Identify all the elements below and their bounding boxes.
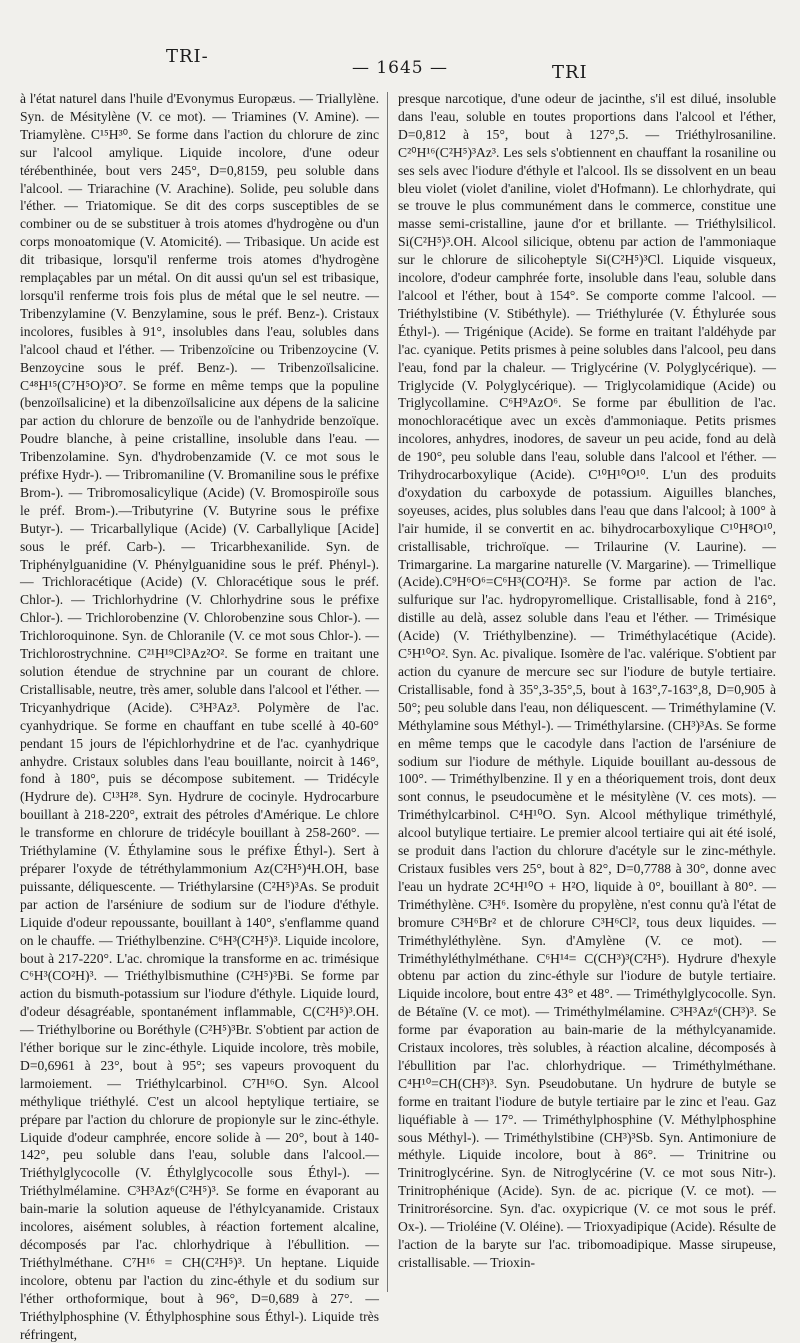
page-number: — 1645 — <box>351 58 449 78</box>
running-head-right: TRI <box>552 62 588 83</box>
running-head-left: TRI- <box>166 46 209 67</box>
column-divider <box>387 92 388 1292</box>
right-column-text: presque narcotique, d'une odeur de jacinthe, s'il est dilué, insoluble dans l'eau, soluble en toutes proportions dans l'alcool et l'éther, D=0,812 à 15°, bout à 127°,5. — Triéthylrosaniline. C²⁰H¹⁶(C²H⁵)³Az³. Les sels s'obtiennent en chauffant la rosaniline ou ses sels avec l'iodure d'éthyle et l'alcool. Ils se dissolvent en un beau bleu violet (violet d'aniline, violet d'Hofmann). Le chlorhydrate, qui se trouve le plus communément dans le commerce, constitue une masse semi-cristalline, jaune d'or et brillante. — Triéthylsilicol. Si(C²H⁵)³.OH. Alcool silicique, obtenu par action de l'ammoniaque sur le chlorure de silicoheptyle Si(C²H⁵)³Cl. Liquide visqueux, incolore, d'odeur camphrée forte, insoluble dans l'eau, soluble dans l'alcool et l'éther, bout à 154°. Se comporte comme l'alcool. — Triéthylstibine (V. Stibéthyle). — Triéthylurée (V. Éthylurée sous Éthyl-). — Trigénique (Acide). Se forme en traitant l'aldéhyde par l'ac. cyanique. Petits prismes à peine solubles dans l'alcool, peu dans l'eau, fond par la chaleur. — Triglycérine (V. Polyglycérique). — Triglycide (V. Polyglycérique). — Triglycolamidique (Acide) ou Triglycollamine. C⁶H⁹AzO⁶. Se forme par ébullition de l'ac. monochloracétique avec un excès d'ammoniaque. Petits prismes incolores, anhydres, inodores, de saveur un peu acide, fond au delà de 190°, peu soluble dans l'eau, soluble dans l'alcool et l'éther. — Trihydrocarboxylique (Acide). C¹⁰H¹⁰O¹⁰. L'un des produits d'oxydation du carboxyde de potassium. Aiguilles blanches, soyeuses, acides, plus solubles dans l'eau que dans l'alcool; à 100° à l'air humide, il se convertit en ac. bihydrocarboxylique C¹⁰H⁸O¹⁰, cristallisable, trichroïque. — Trilaurine (V. Laurine). — Trimargarine. La margarine naturelle (V. Margarine). — Trimellique (Acide).C⁹H⁶O⁶=C⁶H³(CO²H)³. Se forme par action de l'ac. sulfurique sur l'ac. hydropyromellique. Cristallisable, fond à 216°, distille au delà, assez soluble dans l'eau et l'éther. — Trimésique (Acide) (V. Triéthylbenzine). — Triméthylacétique (Acide). C⁵H¹⁰O². Syn. Ac. pivalique. Isomère de l'ac. valérique. S'obtient par action du cyanure de mercure sec sur l'iodure de butyle tertiaire. Cristallisable, fond à 35°,3-35°,5, bout à 163°,7-163°,8, D=0,905 à 50°; peu soluble dans l'eau, non déliquescent. — Triméthylamine (V. Méthylamine sous Méthyl-). — Triméthylarsine. (CH³)³As. Se forme en même temps que le cacodyle dans l'action de l'arséniure de sodium sur l'iodure de méthyle. Liquide bouillant au-dessous de 100°. — Triméthylbenzine. Il y en a théoriquement trois, dont deux sont connus, le pseudocumène et le mésitylène (V. ces mots). — Triméthylcarbinol. C⁴H¹⁰O. Syn. Alcool méthylique triméthylé, alcool butylique tertiaire. Le premier alcool tertiaire qui ait été isolé, se produit dans l'action du chlorure d'acétyle sur le zinc-méthyle. Cristaux fusibles vers 25°, bout à 82°, D=0,7788 à 30°, donne avec l'eau un hydrate 2C⁴H¹⁰O + H²O, liquide à 0°, bouillant à 80°. — Triméthylène. C³H⁶. Isomère du propylène, n'est connu qu'à l'état de bromure C³H⁶Br² et de chlorure C³H⁶Cl², tous deux liquides. — Triméthyléthylène. Syn. d'Amylène (V. ce mot). — Triméthyléthylméthane. C⁶H¹⁴= C(CH³)³(C²H⁵). Hydrure d'hexyle obtenu par action du zinc-éthyle sur l'iodure de butyle tertiaire. Liquide incolore, bout entre 43° et 48°. — Triméthylglycocolle. Syn. de Bétaïne (V. ce mot). — Triméthylmélamine. C³H³Az⁶(CH³)³. Se forme par évaporation au bain-marie de la méthylcyanamide. Cristaux incolores, très solubles, à réaction alcaline, décomposés à l'ébullition par l'ac. chlorhydrique. — Triméthylméthane. C⁴H¹⁰=CH(CH³)³. Syn. Pseudobutane. Un hydrure de butyle se forme en traitant l'iodure de butyle tertiaire par le zinc et l'eau. Gaz liquéfiable à — 17°. — Triméthylphosphine (V. Méthylphosphine sous Méthyl-). — Triméthylstibine (CH³)³Sb. Syn. Antimoniure de méthyle. Liquide incolore, bout à 86°. — Trinitrine ou Trinitroglycérine. Syn. de Nitroglycérine (V. ce mot sous Nitr-). Trinitrophénique (Acide). Syn. de ac. picrique (V. ce mot). — Trinitrorésorcine. Syn. d'ac. oxypicrique (V. ce mot sous le préf. Ox-). — Trioléine (V. Oléine). — Trioxyadipique (Acide). Résulte de l'action de la baryte sur l'ac. tribomoadipique. Masse sirupeuse, cristallisable. — Trioxin- <box>398 91 776 1270</box>
left-column-text: à l'état naturel dans l'huile d'Evonymus Europæus. — Triallylène. Syn. de Mésitylène (V. ce mot). — Triamines (V. Amine). — Triamylène. C¹⁵H³⁰. Se forme dans l'action du chlorure de zinc sur l'alcool amylique. Liquide incolore, d'une odeur térébenthinée, bout vers 245°, D=0,8159, peu soluble dans l'alcool. — Triarachine (V. Arachine). Solide, peu soluble dans l'éther. — Triatomique. Se dit des corps susceptibles de se combiner ou de se substituer à trois atomes d'hydrogène ou d'un corps monoatomique (V. Atomicité). — Tribasique. Un acide est dit tribasique, lorsqu'il renferme trois atomes d'hydrogène remplaçables par un métal. On dit aussi qu'un sel est tribasique, lorsqu'il renferme trois fois plus de métal que le sel neutre. — Tribenzylamine (V. Benzylamine, sous le préf. Benz-). Cristaux incolores, fusibles à 91°, insolubles dans l'eau, solubles dans l'alcool chaud et l'éther. — Tribenzoïcine ou Tribenzoycine (V. Benzoycine sous le préf. Benz-). — Tribenzoïlsalicine. C⁴⁸H¹⁵(C⁷H⁵O)³O⁷. Se forme en même temps que la populine (benzoïlsalicine) et la dibenzoïlsalicine aux dépens de la salicine par action du chlorure de benzoïle ou de l'anhydride benzoïque. Poudre blanche, à peine cristalline, insoluble dans l'eau. — Tribenzolamine. Syn. d'hydrobenzamide (V. ce mot sous le préfixe Hydr-). — Tribromaniline (V. Bromaniline sous le préfixe Brom-). — Tribromosalicylique (Acide) (V. Bromospiroïle sous le préf. Brom-).—Tributyrine (V. Butyrine sous le préfixe Butyr-). — Tricarballylique (Acide) (V. Carballylique [Acide] sous le préf. Carb-). — Tricarbhexanilide. Syn. de Triphénylguanidine (V. Phénylguanidine sous le préf. Phényl-). — Trichloracétique (Acide) (V. Chloracétique sous le préf. Chlor-). — Trichlorhydrine (V. Chlorhydrine sous le préfixe Chlor-). — Trichlorobenzine (V. Chlorobenzine sous Chlor-). — Trichloroquinone. Syn. de Chloranile (V. ce mot sous Chlor-). — Trichlorostrychnine. C²¹H¹⁹Cl³Az²O². Se forme en traitant une solution étendue de strychnine par un courant de chlore. Cristallisable, neutre, très amer, soluble dans l'alcool et l'éther. — Tricyanhydrique (Acide). C³H³Az³. Polymère de l'ac. cyanhydrique. Se forme en chauffant en tube scellé à 40-60° pendant 15 jours de l'épichlorhydrine et de l'ac. cyanhydrique anhydre. Cristaux solubles dans l'eau bouillante, noircit à 146°, fond à 180°, puis se décompose subitement. — Tridécyle (Hydrure de). C¹³H²⁸. Syn. Hydrure de cocinyle. Hydrocarbure bouillant à 218-220°, extrait des pétroles d'Amérique. Le chlore le transforme en chlorure de tridécyle bouillant à 258-260°. — Triéthylamine (V. Éthylamine sous le préfixe Éthyl-). Sert à préparer l'oxyde de tétréthylammonium Az(C²H⁵)⁴H.OH, base puissante, déliquescente. — Triéthylarsine (C²H⁵)³As. Se produit par action de l'arséniure de sodium sur de l'iodure d'éthyle. Liquide d'odeur repoussante, bouillant à 140°, s'enflamme quand on le chauffe. — Triéthylbenzine. C⁶H³(C²H⁵)³. Liquide incolore, bout à 217-220°. L'ac. chromique la transforme en ac. trimésique C⁶H³(CO²H)³. — Triéthylbismuthine (C²H⁵)³Bi. Se forme par action du bismuth-potassium sur l'iodure d'éthyle. Liquide lourd, d'odeur désagréable, spontanément inflammable, C(C²H⁵)³.OH. — Triéthylborine ou Boréthyle (C²H⁵)³Br. S'obtient par action de l'éther borique sur le zinc-éthyle. Liquide incolore, très mobile, D=0,6961 à 23°, bout à 95°; ses vapeurs provoquent du larmoiement. — Triéthylcarbinol. C⁷H¹⁶O. Syn. Alcool méthylique triéthylé. C'est un alcool heptylique tertiaire, se prépare par l'action du chlorure de propionyle sur le zinc-éthyle. Liquide d'odeur camphrée, encore solide à — 20°, bout à 140-142°, peu soluble dans l'eau, soluble dans l'alcool.—Triéthylglycocolle (V. Éthylglycocolle sous Éthyl-). — Triéthylmélamine. C³H³Az⁶(C²H⁵)³. Se forme en évaporant au bain-marie la solution aqueuse de l'éthylcyanamide. Cristaux incolores, aisément solubles, à réaction fortement alcaline, décomposés par l'ac. chlorhydrique à l'ébullition. — Triéthylméthane. C⁷H¹⁶ = CH(C²H⁵)³. Un heptane. Liquide incolore, obtenu par l'action du zinc-éthyle et du sodium sur l'éther orthoformique, bout à 96°, D=0,689 à 27°. — Triéthylphosphine (V. Éthylphosphine sous Éthyl-). Liquide très réfringent, <box>20 91 379 1342</box>
